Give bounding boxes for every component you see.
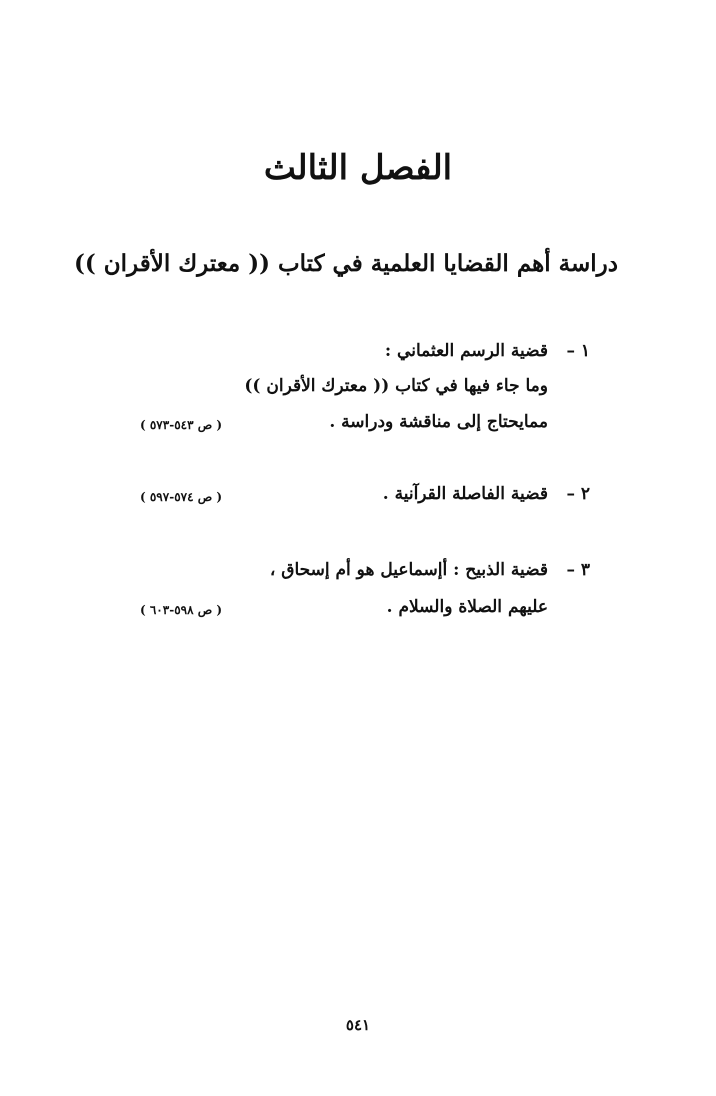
item-1-number: ١ –: [566, 341, 590, 361]
item-3-page-ref: ( ص ٥٩٨-٦٠٣ ): [140, 603, 223, 617]
item-1-line-2: [244, 376, 590, 396]
item-1-text-2: وما جاء فيها في كتاب (( معترك الأقران )): [244, 376, 548, 396]
chapter-title: الفصل الثالث: [263, 148, 453, 188]
item-1-text-3: ممايحتاج إلى مناقشة ودراسة .: [329, 412, 548, 432]
item-2-line-1: [383, 484, 590, 504]
section-subtitle: دراسة أهم القضايا العلمية في كتاب (( معترك الأقران )): [73, 250, 618, 277]
item-3-text-2: عليهم الصلاة والسلام .: [386, 597, 548, 617]
item-3-number: ٣ –: [566, 560, 590, 580]
item-1-line-1: [385, 341, 590, 361]
page-number: ٥٤١: [345, 1016, 371, 1034]
item-2-number: ٢ –: [566, 484, 590, 504]
item-2-text-1: قضية الفاصلة القرآنية .: [382, 484, 548, 504]
item-3-text-1: قضية الذبيح : أإسماعيل هو أم إسحاق ،: [269, 560, 548, 580]
item-3-line-1: [270, 560, 590, 580]
item-1-line-3: [329, 412, 590, 432]
item-3-line-2: [387, 597, 590, 617]
item-1-text-1: قضية الرسم العثماني :: [384, 341, 548, 361]
item-2-page-ref: ( ص ٥٧٤-٥٩٧ ): [140, 490, 223, 504]
item-1-page-ref: ( ص ٥٤٣-٥٧٣ ): [140, 418, 223, 432]
